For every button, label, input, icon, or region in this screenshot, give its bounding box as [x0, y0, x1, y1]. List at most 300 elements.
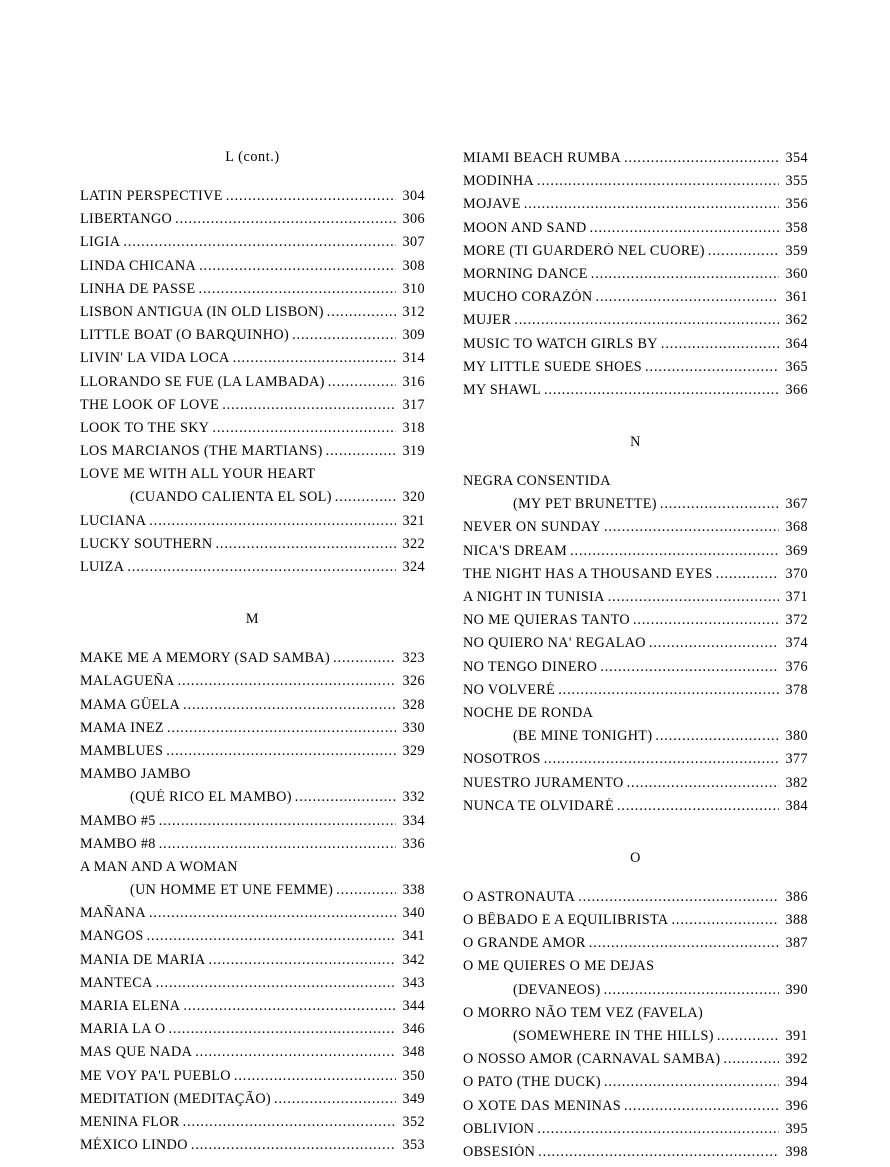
- index-entry-line: [463, 519, 808, 542]
- index-entry-title: MODINHA: [463, 173, 535, 190]
- dot-leader: [336, 882, 396, 899]
- index-entry-line: [463, 173, 808, 196]
- index-entry[interactable]: [80, 697, 425, 720]
- dot-leader: [328, 374, 396, 391]
- index-entry[interactable]: [463, 612, 808, 635]
- index-entry-line: [80, 559, 425, 582]
- index-entry[interactable]: [463, 266, 808, 289]
- index-entry[interactable]: [80, 1114, 425, 1137]
- index-entry[interactable]: [463, 1121, 808, 1144]
- index-entry[interactable]: [80, 928, 425, 951]
- index-entry-title: NEGRA CONSENTIDA: [463, 473, 611, 490]
- index-entry-list: [80, 650, 425, 1160]
- dot-leader: [149, 513, 396, 530]
- section-heading: L (cont.): [225, 149, 280, 165]
- index-entry-title: LATIN PERSPECTIVE: [80, 188, 223, 204]
- index-entry[interactable]: [463, 958, 808, 1004]
- index-entry-title: MEDITATION (MEDITAÇÃO): [80, 1090, 272, 1107]
- dot-leader: [524, 196, 779, 213]
- dot-leader: [274, 1091, 396, 1108]
- index-entry-page-number: 309: [402, 327, 425, 344]
- index-entry-line: [463, 705, 808, 728]
- index-entry-page-number: 398: [785, 1143, 808, 1160]
- index-entry[interactable]: [80, 188, 425, 211]
- index-entry-line: [80, 1137, 425, 1160]
- index-entry-title: NO ME QUIERAS TANTO: [463, 612, 630, 629]
- index-entry[interactable]: [463, 566, 808, 589]
- index-entry[interactable]: [80, 234, 425, 257]
- section-heading: N: [630, 434, 641, 451]
- index-entry[interactable]: [80, 420, 425, 443]
- index-entry-line: [463, 243, 808, 266]
- index-entry-line: [463, 359, 808, 382]
- index-entry-line: [80, 1068, 425, 1091]
- index-entry[interactable]: [463, 889, 808, 912]
- index-entry-line: [80, 859, 425, 882]
- index-entry-line: [463, 912, 808, 935]
- index-entry[interactable]: [80, 743, 425, 766]
- index-entry[interactable]: [80, 443, 425, 466]
- index-entry[interactable]: [80, 350, 425, 373]
- dot-leader: [175, 211, 396, 228]
- dot-leader: [215, 536, 396, 553]
- index-entry-page-number: 366: [785, 381, 808, 398]
- index-entry-title: O ME QUIERES O ME DEJAS: [463, 958, 655, 975]
- index-entry-page-number: 388: [785, 912, 808, 929]
- index-columns: [0, 150, 890, 1167]
- index-entry-line: [80, 327, 425, 350]
- index-entry-title: MAMBO #5: [80, 812, 156, 829]
- index-entry[interactable]: [463, 1074, 808, 1097]
- index-entry-line: [80, 766, 425, 789]
- index-entry-page-number: 317: [402, 396, 425, 413]
- index-entry-line: [463, 1051, 808, 1074]
- index-entry[interactable]: [80, 673, 425, 696]
- index-entry-title: LIVIN' LA VIDA LOCA: [80, 350, 230, 367]
- index-entry-line: [80, 443, 425, 466]
- index-entry-title: LUCIANA: [80, 512, 147, 529]
- index-entry-title: MARIA ELENA: [80, 998, 181, 1014]
- index-entry-title: LLORANDO SE FUE (LA LAMBADA): [80, 373, 325, 390]
- index-entry-line: [80, 882, 425, 905]
- index-entry-page-number: 360: [785, 265, 808, 282]
- dot-leader: [717, 1028, 779, 1045]
- index-entry-line: [80, 258, 425, 281]
- index-entry-title: THE LOOK OF LOVE: [80, 396, 220, 413]
- index-entry-page-number: 323: [402, 650, 425, 667]
- index-entry-line: [463, 1144, 808, 1167]
- index-entry[interactable]: [80, 536, 425, 559]
- index-entry[interactable]: [80, 859, 425, 905]
- index-entry-line: [463, 751, 808, 774]
- index-entry-title: MOON AND SAND: [463, 219, 587, 236]
- index-entry-line: [80, 1044, 425, 1067]
- index-entry-title: MUJER: [463, 312, 512, 329]
- index-entry-line: [463, 798, 808, 821]
- index-entry-page-number: 353: [402, 1137, 425, 1154]
- index-entry-line: [80, 536, 425, 559]
- index-entry[interactable]: [80, 281, 425, 304]
- dot-leader: [292, 327, 396, 344]
- index-entry-title: NEVER ON SUNDAY: [463, 519, 601, 536]
- index-entry-title: LIGIA: [80, 234, 121, 251]
- index-entry-page-number: 330: [402, 719, 425, 736]
- index-entry-line: [463, 982, 808, 1005]
- index-entry-page-number: 356: [785, 196, 808, 213]
- index-entry[interactable]: [463, 473, 808, 519]
- index-entry[interactable]: [80, 720, 425, 743]
- index-entry-page-number: 321: [402, 512, 425, 529]
- dot-leader: [159, 813, 396, 830]
- index-entry-page-number: 369: [785, 542, 808, 559]
- index-entry-page-number: 338: [402, 882, 425, 899]
- index-entry[interactable]: [463, 1005, 808, 1051]
- index-entry-page-number: 304: [402, 188, 425, 204]
- index-entry-title: NOSOTROS: [463, 751, 541, 768]
- index-entry-title: O PATO (THE DUCK): [463, 1074, 601, 1091]
- dot-leader: [708, 243, 779, 260]
- dot-leader: [178, 673, 396, 690]
- index-entry-line: [463, 889, 808, 912]
- index-entry-line: [80, 998, 425, 1021]
- index-entry-title: ME VOY PA'L PUEBLO: [80, 1067, 231, 1084]
- index-entry[interactable]: [463, 589, 808, 612]
- index-entry-line: [80, 466, 425, 489]
- index-entry-title: MAÑANA: [80, 905, 146, 922]
- index-entry-title: NO QUIERO NA' REGALAO: [463, 635, 646, 652]
- index-entry[interactable]: [80, 836, 425, 859]
- index-entry-title: LINDA CHICANA: [80, 257, 197, 274]
- dot-leader: [716, 566, 779, 583]
- dot-leader: [544, 382, 779, 399]
- index-entry[interactable]: [463, 635, 808, 658]
- dot-leader: [222, 397, 396, 414]
- index-entry-list: [463, 150, 808, 405]
- index-entry-page-number: 348: [402, 1044, 425, 1061]
- index-entry-title: O ASTRONAUTA: [463, 888, 576, 905]
- index-entry-page-number: 332: [402, 789, 425, 806]
- index-entry-title: O MORRO NÃO TEM VEZ (FAVELA): [463, 1004, 704, 1021]
- index-entry-page-number: 336: [402, 835, 425, 852]
- index-entry-title: LUCKY SOUTHERN: [80, 535, 213, 552]
- index-entry-title: NO VOLVERÉ: [463, 681, 556, 698]
- index-entry-line: [80, 513, 425, 536]
- index-entry-page-number: 387: [785, 935, 808, 952]
- dot-leader: [544, 751, 779, 768]
- index-entry[interactable]: [463, 912, 808, 935]
- index-entry-title: (CUANDO CALIENTA EL SOL): [130, 489, 332, 506]
- index-entry-page-number: 377: [785, 751, 808, 768]
- dot-leader: [183, 998, 396, 1015]
- dot-leader: [327, 304, 396, 321]
- index-entry-page-number: 350: [402, 1067, 425, 1084]
- dot-leader: [195, 1044, 396, 1061]
- index-entry-line: [80, 789, 425, 812]
- index-entry[interactable]: [463, 1098, 808, 1121]
- index-entry-line: [80, 397, 425, 420]
- index-entry-title: O BÊBADO E A EQUILIBRISTA: [463, 912, 669, 929]
- index-entry[interactable]: [80, 327, 425, 350]
- index-entry-line: [463, 543, 808, 566]
- dot-leader: [624, 150, 779, 167]
- index-entry-title: LOOK TO THE SKY: [80, 419, 210, 436]
- dot-leader: [608, 589, 779, 606]
- dot-leader: [209, 952, 397, 969]
- index-entry-line: [80, 188, 425, 211]
- index-entry[interactable]: [80, 513, 425, 536]
- index-entry-title: OBSESIÓN: [463, 1143, 536, 1160]
- index-entry-title: THE NIGHT HAS A THOUSAND EYES: [463, 565, 713, 582]
- index-entry[interactable]: [80, 304, 425, 327]
- index-entry-page-number: 310: [402, 280, 425, 297]
- index-entry[interactable]: [463, 705, 808, 751]
- index-entry-line: [80, 673, 425, 696]
- dot-leader: [199, 281, 396, 298]
- dot-leader: [591, 266, 779, 283]
- index-entry[interactable]: [80, 258, 425, 281]
- index-entry-page-number: 386: [785, 888, 808, 905]
- index-entry-line: [463, 589, 808, 612]
- index-entry-page-number: 329: [402, 742, 425, 759]
- index-entry[interactable]: [80, 905, 425, 928]
- index-entry-page-number: 319: [402, 443, 425, 460]
- index-entry[interactable]: [463, 336, 808, 359]
- index-entry-line: [80, 420, 425, 443]
- index-entry-line: [463, 1098, 808, 1121]
- index-entry[interactable]: [463, 751, 808, 774]
- dot-leader: [617, 798, 779, 815]
- dot-leader: [589, 935, 779, 952]
- index-entry-line: [463, 473, 808, 496]
- dot-leader: [570, 543, 779, 560]
- index-entry-page-number: 340: [402, 905, 425, 922]
- section-heading: M: [245, 611, 260, 628]
- dot-leader: [149, 905, 396, 922]
- dot-leader: [604, 1074, 779, 1091]
- index-entry-line: [463, 382, 808, 405]
- index-entry[interactable]: [463, 775, 808, 798]
- index-entry[interactable]: [80, 559, 425, 582]
- index-entry-page-number: 318: [402, 419, 425, 436]
- index-entry[interactable]: [80, 374, 425, 397]
- index-entry-title: MAMBLUES: [80, 742, 164, 759]
- index-entry[interactable]: [80, 998, 425, 1021]
- index-entry-title: MANTECA: [80, 974, 153, 991]
- dot-leader: [514, 312, 779, 329]
- index-entry-page-number: 395: [785, 1120, 808, 1137]
- index-entry-line: [463, 289, 808, 312]
- index-entry-line: [463, 612, 808, 635]
- dot-leader: [578, 889, 779, 906]
- index-entry-title: MAMA GÜELA: [80, 696, 181, 713]
- index-entry[interactable]: [463, 220, 808, 243]
- dot-leader: [295, 789, 396, 806]
- index-entry-line: [463, 775, 808, 798]
- index-entry-title: NUESTRO JURAMENTO: [463, 774, 624, 791]
- index-entry-title: LINHA DE PASSE: [80, 280, 196, 297]
- index-entry-line: [463, 1028, 808, 1051]
- dot-leader: [167, 720, 396, 737]
- dot-leader: [661, 336, 779, 353]
- index-entry-line: [463, 1005, 808, 1028]
- index-entry-title: MAMBO #8: [80, 835, 156, 852]
- index-entry-page-number: 361: [785, 289, 808, 306]
- dot-leader: [234, 1068, 396, 1085]
- dot-leader: [123, 234, 396, 251]
- index-entry-page-number: 380: [785, 728, 808, 745]
- dot-leader: [166, 743, 396, 760]
- index-entry-title: O NOSSO AMOR (CARNAVAL SAMBA): [463, 1051, 721, 1068]
- index-entry[interactable]: [463, 312, 808, 335]
- index-entry-line: [463, 682, 808, 705]
- dot-leader: [723, 1051, 779, 1068]
- index-entry-page-number: 392: [785, 1051, 808, 1068]
- index-entry-page-number: 372: [785, 612, 808, 629]
- index-entry-line: [80, 1114, 425, 1137]
- index-entry-page-number: 344: [402, 998, 425, 1014]
- index-entry-title: MY SHAWL: [463, 381, 541, 398]
- index-entry-line: [463, 1121, 808, 1144]
- index-entry-title: OBLIVION: [463, 1120, 535, 1137]
- index-entry[interactable]: [80, 813, 425, 836]
- dot-leader: [168, 1021, 396, 1038]
- index-entry[interactable]: [463, 196, 808, 219]
- index-entry-page-number: 346: [402, 1021, 425, 1038]
- index-entry-line: [463, 1074, 808, 1097]
- index-entry-title: MIAMI BEACH RUMBA: [463, 150, 622, 166]
- index-entry-page-number: 307: [402, 234, 425, 251]
- dot-leader: [326, 443, 396, 460]
- index-entry-page-number: 316: [402, 373, 425, 390]
- index-entry-title: MORNING DANCE: [463, 265, 588, 282]
- index-entry-list: [463, 473, 808, 821]
- index-entry-line: [80, 489, 425, 512]
- index-entry-line: [80, 743, 425, 766]
- index-entry-title: MAS QUE NADA: [80, 1044, 193, 1061]
- index-entry[interactable]: [463, 682, 808, 705]
- index-entry-page-number: 376: [785, 658, 808, 675]
- index-entry-title: NO TENGO DINERO: [463, 658, 598, 675]
- index-entry[interactable]: [463, 173, 808, 196]
- index-entry[interactable]: [80, 466, 425, 512]
- index-entry[interactable]: [463, 798, 808, 821]
- index-entry-line: [463, 496, 808, 519]
- index-entry-title: MAMBO JAMBO: [80, 766, 191, 783]
- dot-leader: [660, 496, 779, 513]
- index-entry-line: [80, 836, 425, 859]
- index-entry-title: LUIZA: [80, 559, 125, 575]
- index-entry[interactable]: [463, 935, 808, 958]
- index-entry-line: [80, 234, 425, 257]
- index-entry[interactable]: [80, 1068, 425, 1091]
- index-entry[interactable]: [80, 650, 425, 673]
- index-entry-page-number: 354: [785, 150, 808, 166]
- index-entry-page-number: 370: [785, 565, 808, 582]
- index-entry-line: [463, 220, 808, 243]
- index-entry[interactable]: [80, 975, 425, 998]
- index-entry[interactable]: [463, 519, 808, 542]
- index-entry[interactable]: [463, 359, 808, 382]
- index-entry-line: [463, 566, 808, 589]
- index-entry-title: LISBON ANTIGUA (IN OLD LISBON): [80, 303, 324, 320]
- index-entry-page-number: 396: [785, 1097, 808, 1114]
- index-entry-title: LITTLE BOAT (O BARQUINHO): [80, 327, 290, 344]
- index-entry[interactable]: [80, 211, 425, 234]
- index-entry-page-number: 343: [402, 974, 425, 991]
- index-entry[interactable]: [463, 543, 808, 566]
- index-entry-page-number: 378: [785, 681, 808, 698]
- dot-leader: [604, 982, 779, 999]
- index-entry-line: [80, 350, 425, 373]
- index-entry-page-number: 342: [402, 951, 425, 968]
- index-entry-line: [463, 635, 808, 658]
- index-entry-line: [80, 813, 425, 836]
- index-entry[interactable]: [463, 1144, 808, 1167]
- index-entry-page-number: 314: [402, 350, 425, 367]
- index-entry-line: [463, 266, 808, 289]
- index-entry[interactable]: [463, 289, 808, 312]
- index-entry-title: MÉXICO LINDO: [80, 1137, 188, 1154]
- index-entry-page-number: 394: [785, 1074, 808, 1091]
- index-entry-title: MAMA INEZ: [80, 719, 164, 736]
- index-entry-title: (UN HOMME ET UNE FEMME): [130, 882, 334, 899]
- index-entry[interactable]: [80, 1044, 425, 1067]
- index-entry[interactable]: [463, 382, 808, 405]
- dot-leader: [147, 928, 396, 945]
- index-entry[interactable]: [463, 659, 808, 682]
- dot-leader: [127, 559, 396, 576]
- index-entry[interactable]: [80, 1021, 425, 1044]
- index-entry-page-number: 328: [402, 696, 425, 713]
- dot-leader: [212, 420, 396, 437]
- index-entry-page-number: 362: [785, 312, 808, 329]
- index-entry[interactable]: [463, 1051, 808, 1074]
- index-entry-title: (DEVANEOS): [513, 981, 601, 998]
- index-entry[interactable]: [463, 243, 808, 266]
- index-entry[interactable]: [80, 1091, 425, 1114]
- index-entry-line: [463, 958, 808, 981]
- index-entry-page-number: 390: [785, 981, 808, 998]
- index-entry[interactable]: [463, 150, 808, 173]
- index-entry[interactable]: [80, 766, 425, 812]
- index-entry-title: (QUÉ RICO EL MAMBO): [130, 789, 292, 806]
- index-entry-line: [80, 304, 425, 327]
- index-entry-line: [80, 211, 425, 234]
- index-entry-title: MANIA DE MARIA: [80, 951, 206, 968]
- index-entry[interactable]: [80, 952, 425, 975]
- index-column-right: [463, 150, 808, 1167]
- index-entry-title: O GRANDE AMOR: [463, 935, 586, 952]
- dot-leader: [596, 289, 780, 306]
- index-entry-list: [80, 188, 425, 582]
- index-entry-title: A MAN AND A WOMAN: [80, 858, 238, 875]
- dot-leader: [159, 836, 396, 853]
- index-entry-line: [80, 650, 425, 673]
- index-entry-line: [80, 374, 425, 397]
- index-entry-line: [463, 728, 808, 751]
- index-entry-page-number: 341: [402, 928, 425, 945]
- dot-leader: [183, 697, 396, 714]
- index-entry-line: [80, 1021, 425, 1044]
- index-entry-title: LIBERTANGO: [80, 211, 173, 228]
- index-entry-line: [80, 952, 425, 975]
- index-entry[interactable]: [80, 1137, 425, 1160]
- index-entry-line: [80, 905, 425, 928]
- index-entry-line: [463, 659, 808, 682]
- index-entry-page-number: 326: [402, 673, 425, 690]
- index-entry-line: [463, 150, 808, 173]
- index-entry[interactable]: [80, 397, 425, 420]
